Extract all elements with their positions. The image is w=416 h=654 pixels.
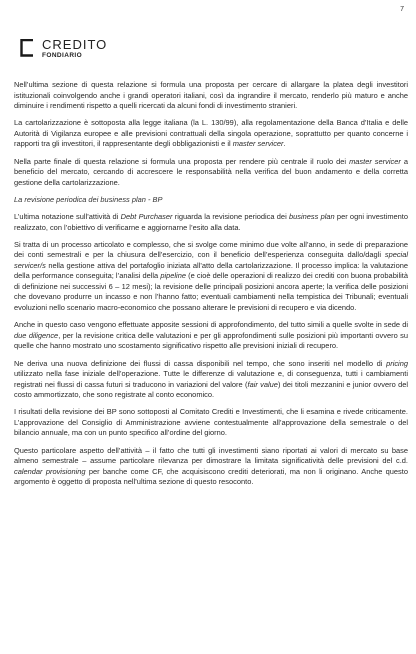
paragraph: L’ultima notazione sull’attività di Debt Purchaser riguarda la revisione periodica dei business plan per ogni investimento realizzato, con l’obiettivo di verificarne e aggiornarne l’esito alla data.	[14, 212, 409, 232]
italic-term: master servicer	[232, 139, 284, 149]
paragraph: La cartolarizzazione è sottoposta alla legge italiana (la L. 130/99), alla regolamentazione della Banca d’Italia e delle Autorità di Vigilanza europee e alle previsioni contrattuali della singola operazione, soprattutto per quanto concerne i rapporti tra gli investitori, il rappresentante degli obbligazionisti e il master servicer.	[14, 118, 408, 149]
section-heading: La revisione periodica dei business plan - BP	[14, 194, 163, 204]
italic-term: Debt Purchaser	[120, 212, 173, 222]
logo-bracket-icon	[20, 39, 35, 57]
paragraph: Nell’ultima sezione di questa relazione si formula una proposta per cercare di allargare la platea degli investitori istituzionali coinvolgendo anche i grandi operatori italiani, così da ingrandire il mercato, renderlo più maturo e anche diminuire i rendimenti rispetto a quelli ricercati da alcuni fondi di investimento stranieri.	[14, 80, 408, 110]
italic-term: due diligence	[14, 330, 59, 340]
paragraph: I risultati della revisione dei BP sono sottoposti al Comitato Crediti e Investimenti, che li esamina e rivede criticamente. L’approvazione del Consiglio di Amministrazione avviene contestualmente all’approvazione della semestrale o del bilancio annuale, ma con un punto specifico all’ordine del giorno.	[14, 407, 408, 438]
italic-term: calendar provisioning	[14, 466, 86, 476]
paragraph: Questo particolare aspetto dell’attività – il fatto che tutti gli investimenti siano riportati ai valori di mercato su base almeno semestrale – assume particolare rilevanza per dimostrare la limitata significatività delle previsioni del c.d. calendar provisioning per banche come CF, che acquisiscono crediti deteriorati, ma non li originano. Anche questo argomento è oggetto di proposta nell’ultima sezione di questo resoconto.	[14, 445, 408, 487]
italic-term: fair value	[247, 379, 278, 389]
italic-term: special servicer/s	[14, 250, 408, 270]
italic-term: business plan	[100, 194, 146, 204]
paragraph: Nella parte finale di questa relazione si formula una proposta per rendere più centrale il ruolo dei master servicer a beneficio del mercato, cercando di accrescere le responsabilità nella verifica del buon andamento e della corretta gestione della cartolarizzazione.	[14, 156, 408, 187]
paragraph: Anche in questo caso vengono effettuate apposite sessioni di approfondimento, del tutto simili a quelle svolte in sede di due diligence, per la revisione critica delle valutazioni e per gli approfondimenti sulle posizioni più importanti ovvero su quelle che hanno mostrato uno scostamento significativo rispetto alle previsioni iniziali di recupero.	[14, 320, 408, 351]
logo-subtitle: FONDIARIO	[42, 52, 83, 59]
italic-term: pipeline	[160, 271, 186, 281]
italic-term: pricing	[386, 358, 408, 368]
paragraph: Ne deriva una nuova definizione dei flussi di cassa disponibili nel tempo, che sono inseriti nel modello di pricing utilizzato nella fase iniziale dell’operazione. Tutte le differenze di valutazione e, di conseguenza, tutti i cambiamenti registrati nei flussi di cassa futuri si traducono in variazioni del valore (fair value) dei titoli mezzanini e junior ovvero del costo ammortizzato, che sono registrate al conto economico.	[14, 358, 408, 400]
italic-term: master servicer	[349, 156, 401, 166]
italic-term: business plan	[288, 212, 335, 222]
page-number: 7	[400, 6, 404, 13]
paragraph: Si tratta di un processo articolato e complesso, che si svolge come minimo due volte all’anno, in sede di preparazione dei conti semestrali e per la chiusura dell’esercizio, con il beneficio dell’esperienza conseguita dallo/dagli special servicer/s nella gestione attiva del portafoglio iniziata all’atto della cartolarizzazione. Il processo implica: la valutazione della performance conseguita; l’analisi della pipeline (e cioè delle operazioni di realizzo dei crediti con buona probabilità di definizione nei successivi 6 – 12 mesi); la revisione delle principali posizioni ancora aperte; la verifica delle posizioni che dovevano produrre un incasso e non l’hanno fatto; eventuali cambiamenti nella tempistica dei Tribunali; eventuali evoluzioni nello scenario macro-economico che possano alterare le previsioni di recupero e via dicendo.	[14, 239, 408, 312]
document-body	[14, 80, 408, 494]
logo-name: CREDITO	[42, 37, 108, 52]
credito-fondiario-logo	[20, 39, 140, 65]
